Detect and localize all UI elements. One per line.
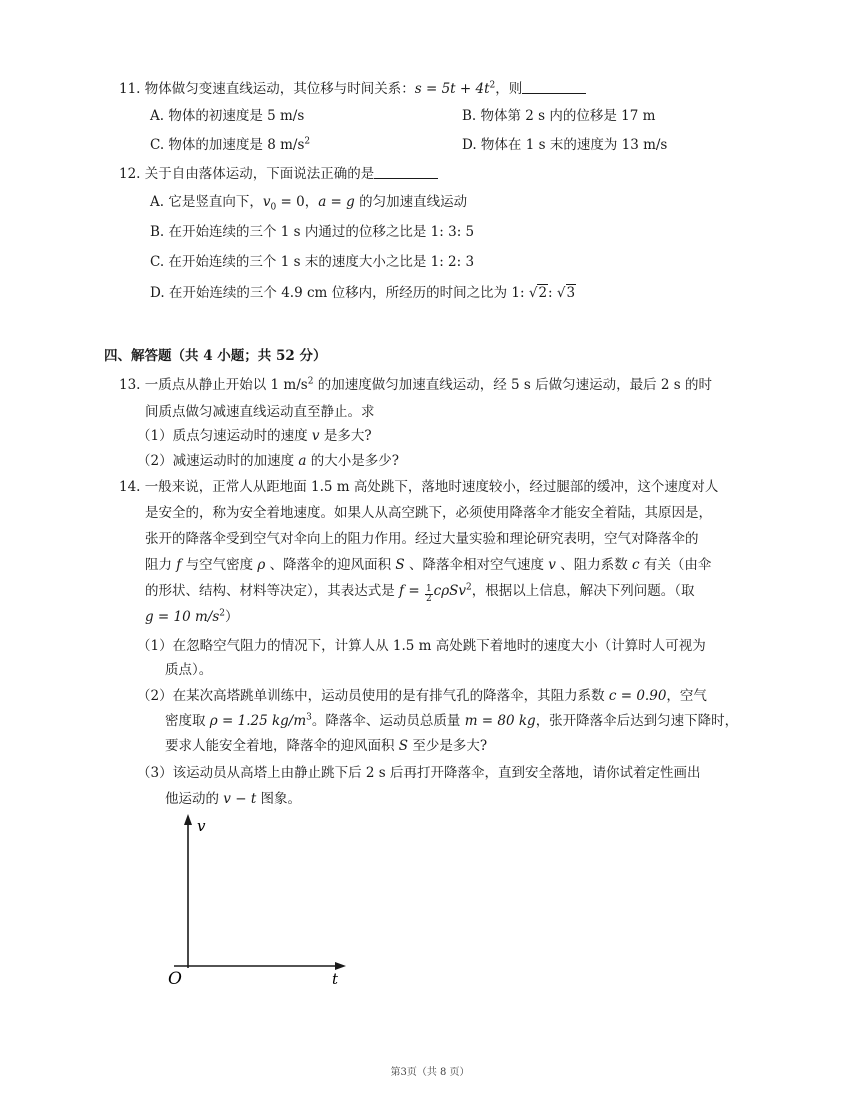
q13-line-2: 间质点做匀减速直线运动直至静止。求 [145, 404, 375, 420]
q14-line-5: 的形状、结构、材料等决定），其表达式是 f = $\frac{1}{2}$ cρSv$^2$，根据以上信息，解决下列问题。（取 [145, 582, 695, 604]
q12-option-a: A. 它是竖直向下，$v_0 = 0$，a = g 的匀加速直线运动 [150, 194, 468, 213]
q11-option-b: B. 物体第 2 s 内的位移是 17 m [462, 108, 656, 124]
q14-line-2: 是安全的，称为安全着地速度。如果人从高空跳下，必须使用降落伞才能安全着陆，其原因是， [145, 505, 712, 521]
q14-line-1: 14. 一般来说，正常人从距地面 1.5 m 高处跳下，落地时速度较小，经过腿部的缓冲，这个速度对人 [119, 479, 719, 495]
q14-part-3-line-1: （3）该运动员从高塔上由静止跳下后 2 s 后再打开降落伞，直到安全落地，请你试着定性画出 [137, 765, 701, 781]
section-title: 四、解答题（共 4 小题；共 52 分） [104, 348, 327, 364]
q14-line-4: 阻力 f 与空气密度 ρ 、降落伞的迎风面积 S 、降落伞相对空气速度 v 、阻力系数 c 有关（由伞 [145, 557, 712, 573]
x-axis-label: t [332, 970, 339, 988]
q14-part-3-line-2: 他运动的 v − t 图象。 [165, 791, 302, 807]
q14-line-3: 张开的降落伞受到空气对伞向上的阻力作用。经过大量实验和理论研究表明，空气对降落伞的 [145, 531, 699, 547]
y-axis-label: v [197, 817, 206, 835]
answer-blank [374, 166, 438, 179]
answer-blank [522, 81, 586, 94]
q14-part-2-line-2: 密度取 ρ = 1.25 $kg/m^3$。降落伞、运动员总质量 m = 80 kg，张开降落伞后达到匀速下降时， [165, 712, 739, 729]
q12-option-b: B. 在开始连续的三个 1 s 内通过的位移之比是 1: 3: 5 [150, 224, 475, 240]
q11-option-c: C. 物体的加速度是 8 $m/s^2$ [150, 136, 311, 153]
q12-stem: 12. 关于自由落体运动，下面说法正确的是 [119, 164, 438, 184]
page-footer: 第3页（共 8 页） [390, 1067, 470, 1078]
q13-part-2: （2）减速运动时的加速度 a 的大小是多少? [137, 453, 399, 469]
origin-label: O [168, 969, 182, 988]
q11-option-d: D. 物体在 1 s 末的速度为 13 m/s [462, 137, 668, 153]
q11-stem: 11. 物体做匀变速直线运动，其位移与时间关系：$s = 5t + 4t^2$，则 [119, 79, 586, 99]
q14-part-1-line-1: （1）在忽略空气阻力的情况下，计算人从 1.5 m 高处跳下着地时的速度大小（计算时人可视为 [137, 638, 706, 654]
q13-part-1: （1）质点匀速运动时的速度 v 是多大? [137, 428, 372, 444]
q12-option-c: C. 在开始连续的三个 1 s 末的速度大小之比是 1: 2: 3 [150, 254, 475, 270]
q11-option-a: A. 物体的初速度是 5 m/s [150, 108, 305, 124]
x-axis-arrow-icon [335, 962, 346, 970]
q13-line-1: 13. 一质点从静止开始以 1 $m/s^2$ 的加速度做匀加速直线运动，经 5 s 后做匀速运动，最后 2 s 的时 [119, 376, 713, 393]
fraction-half: $\frac{1}{2}$ [425, 584, 432, 604]
y-axis-arrow-icon [184, 814, 192, 825]
q14-part-2-line-1: （2）在某次高塔跳单训练中，运动员使用的是有排气孔的降落伞，其阻力系数 c = 0.90，空气 [137, 688, 707, 704]
q12-option-d: D. 在开始连续的三个 4.9 cm 位移内，所经历的时间之比为 1: √2: √3 [150, 285, 576, 301]
vt-graph [160, 808, 360, 988]
q14-part-2-line-3: 要求人能安全着地，降落伞的迎风面积 S 至少是多大? [165, 738, 488, 754]
q14-line-6: g = 10 $m/s^2$） [145, 608, 239, 625]
q14-part-1-line-2: 质点）。 [165, 662, 213, 678]
